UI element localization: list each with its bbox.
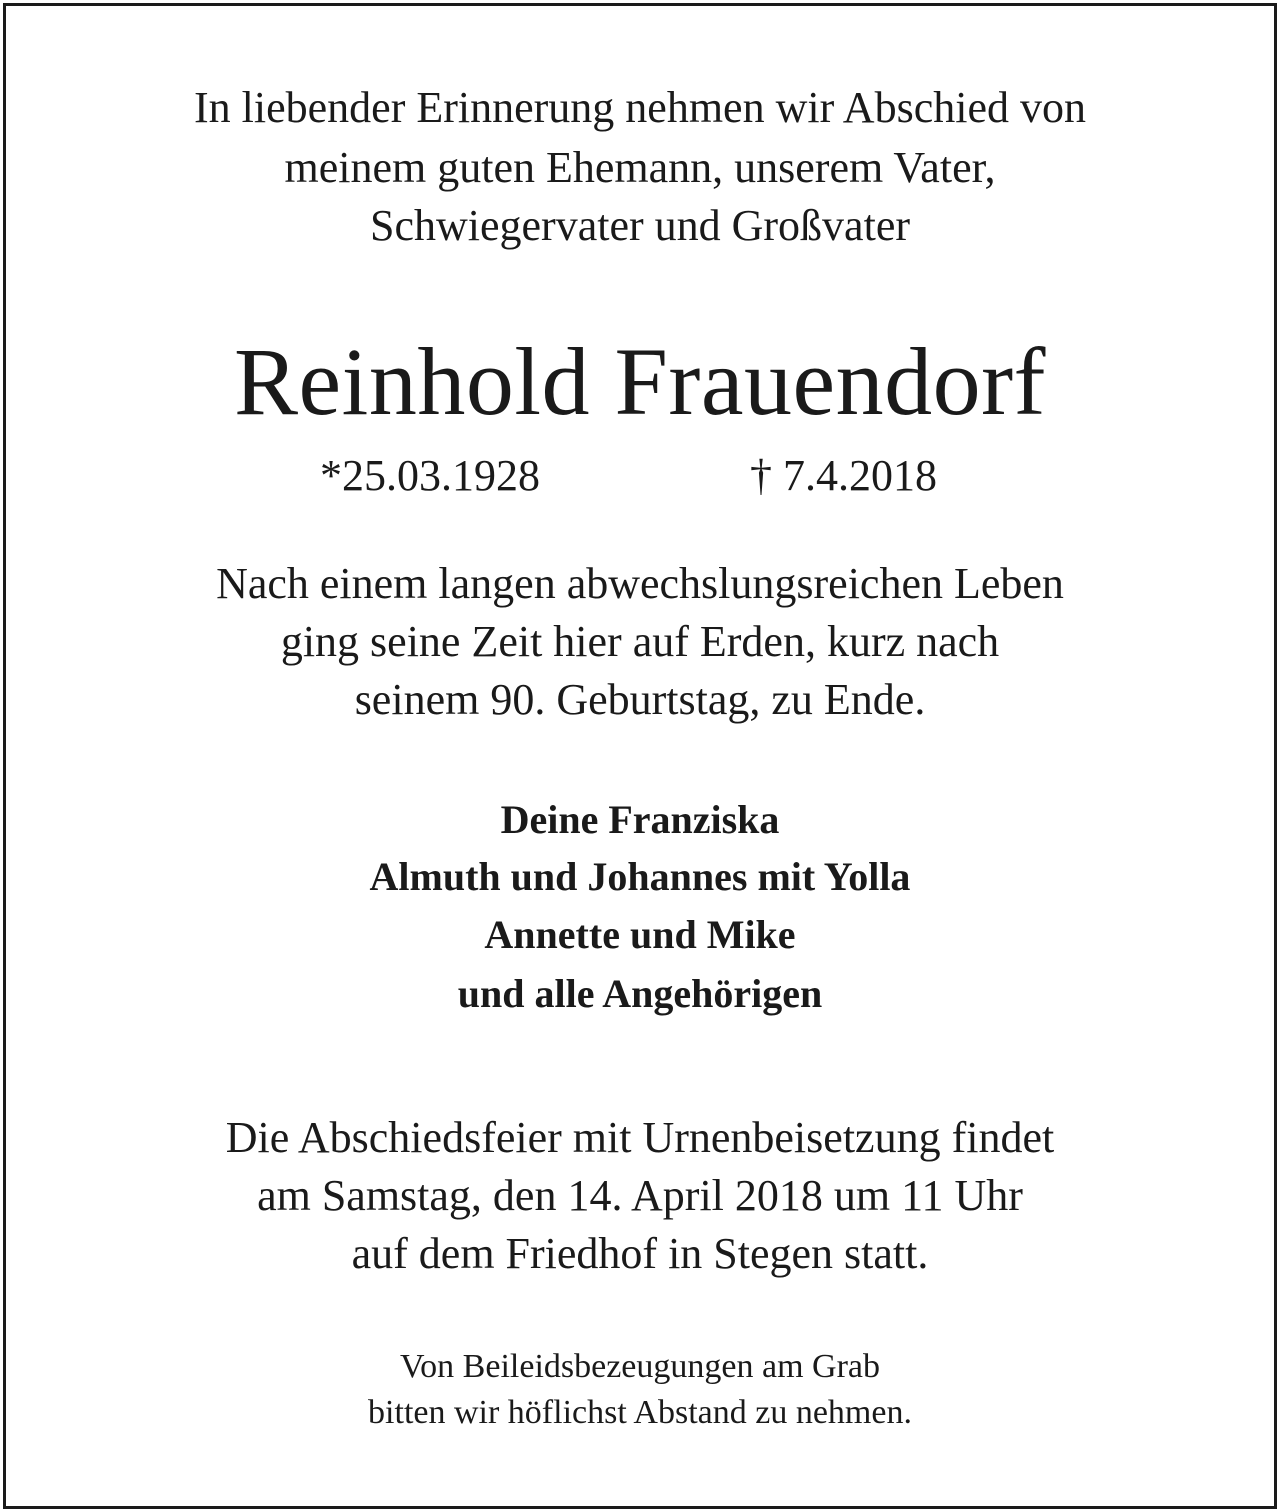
deceased-name: Reinhold Frauendorf [234, 328, 1046, 435]
intro-line: meinem guten Ehemann, unserem Vater, [284, 143, 996, 192]
intro-line: Schwiegervater und Großvater [369, 201, 910, 250]
mourner-line: und alle Angehörigen [457, 971, 823, 1016]
ceremony-line: Die Abschiedsfeier mit Urnenbeisetzung findet [225, 1113, 1055, 1162]
intro-line: In liebender Erinnerung nehmen wir Abschied von [194, 83, 1086, 132]
closing-line: bitten wir höflichst Abstand zu nehmen. [368, 1394, 912, 1431]
ceremony-line: am Samstag, den 14. April 2018 um 11 Uhr [257, 1171, 1023, 1220]
mourner-line: Deine Franziska [500, 797, 780, 842]
mourner-line: Annette und Mike [484, 912, 796, 957]
life-text-line: ging seine Zeit hier auf Erden, kurz nach [280, 617, 1000, 666]
life-text-line: Nach einem langen abwechslungsreichen Leben [216, 559, 1064, 608]
closing-line: Von Beileidsbezeugungen am Grab [400, 1348, 880, 1385]
death-date: † 7.4.2018 [750, 451, 937, 500]
mourner-line: Almuth und Johannes mit Yolla [369, 854, 911, 899]
ceremony-line: auf dem Friedhof in Stegen statt. [351, 1229, 929, 1278]
life-text-line: seinem 90. Geburtstag, zu Ende. [354, 675, 926, 724]
birth-date: *25.03.1928 [320, 451, 540, 500]
